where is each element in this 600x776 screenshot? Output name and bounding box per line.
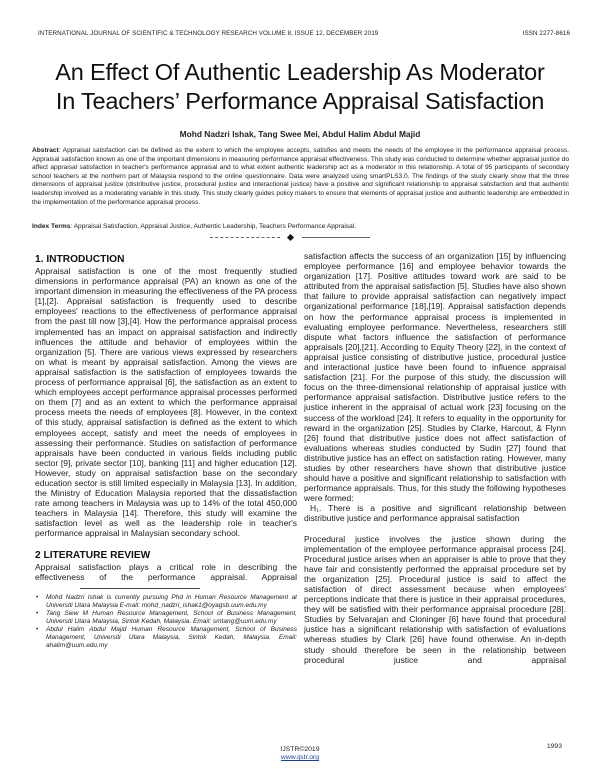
diamond-icon [287,234,294,241]
section-separator [210,235,370,241]
issn: ISSN 2277-8616 [522,30,570,37]
separator-line-right [302,237,370,238]
intro-paragraph: Appraisal satisfaction is one of the most frequently studied dimensions in performance appraisal (PA) an known as one of the important dimension in measuring the effectiveness of the PA process [1],[2]. Appraisal satisfaction is frequently used to describe employees' reactions to the effectiveness of performance appraisal from the past till now [3],[4]. How the performance appraisal process implemented has an impact on appraisal satisfaction and indirectly influences the attitude and behavior of employees within the organization [5]. There are various views expressed by researchers on what is meant by appraisal satisfaction. Among the views are appraisal satisfaction is the satisfaction of employees towards the process of performance appraisal [6], the satisfaction as an extent to which employees accept performance appraisal processes performed on them [7] and as an extent to which the performance appraisal process meets the needs of employees [8]. However, in the context of this study, appraisal satisfaction is defined as the extent to which employees accept, satisfy and meet the needs of employees in assessing their performance. Studies on satisfaction of performance appraisals have been conducted in various fields including public sector [9], private sector [10], banking [11] and higher education [12]. However, study on appraisal satisfaction base on the secondary education sector is still limited especially in Malaysia [13]. In addition, the Ministry of Education Malaysia reported that the dissatisfaction rate among teachers in Malaysia was up to 14% of the total 450,000 teachers in Malaysia [14]. Therefore, this study will examine the satisfaction level as well as the leadership role in teacher's performance appraisal in Malaysian secondary school. [35,266,297,539]
footnote-author-1: • Mohd Nadzri Ishak is currently pursuing Phd in Human Resource Management at Universiti Utara Malaysia E-mail: mohd_nadzri_ishak1@oyagsb.uum.edu.my [43,594,297,610]
abstract [32,147,569,207]
authors: Mohd Nadzri Ishak, Tang Swee Mei, Abdul Halim Abdul Majid [179,129,421,139]
index-terms [32,223,569,230]
footnotes [35,594,297,651]
separator-line-left [210,237,280,238]
abstract-text: : Appraisal satisfaction can be defined as the extent to which the employee accepts, satisfies and meets the needs of the employee in the performance appraisal process. Appraisal satisfaction known as one of the important dimensions in measuring performance appraisal effectiveness. This study was conducted to determine whether appraisal justice do affect appraisal satisfaction in teacher's performance appraisal and to what extent authentic leadership act as a moderator in this relationship. A total of 95 participants of secondary school teachers at the northern part of Malaysia respond to the online questionnaire. Data were analyzed using smartPLS3.0. The findings of the study clearly show that the three dimensions of appraisal justice (distributive justice, procedural justice and interactional justice) have a positive and significant relationship to appraisal satisfaction and that authentic leadership involved as a moderating variable in this study. This study clearly guides policy makers to ensure that elements of appraisal justice and authentic leadership are embedded in the implementation of the performance appraisal process. [32,147,569,206]
index-terms-text: : Appraisal Satisfaction, Appraisal Justice, Authentic Leadership, Teachers Performance Appraisal. [70,223,357,230]
right-column [304,251,566,665]
footnote-author-2: • Tang Siew M Human Resource Management, School of Business Management, Universiti Utara Malaysia, Sintok Kedah, Malaysia. Email: smtang@uum.edu.my [43,610,297,626]
journal-name: INTERNATIONAL JOURNAL OF SCIENTIFIC & TECHNOLOGY RESEARCH VOLUME 8, ISSUE 12, DECEMBER 2019 [38,30,379,37]
page-number: 1993 [546,743,562,750]
index-terms-label: Index Terms [32,223,71,230]
journal-header [38,30,570,37]
lit-review-paragraph: Appraisal satisfaction plays a critical role in describing the effectiveness of the performance appraisal. Appraisal [35,561,297,582]
page-footer [0,746,600,762]
intro-heading: 1. INTRODUCTION [35,254,125,265]
procedural-justice-paragraph: Procedural justice involves the justice shown during the implementation of the employee performance appraisal process [24]. Procedural justice arises when an appraiser is able to prove that they have fair and consistently performed the appraisal procedure set by the organization [25]. Procedural justice is said to affect the satisfaction of direct assessment because when employees' perceptions indicate that there is justice in their appraisal procedures, they will be satisfied with their performance appraisal procedure [28]. Studies by Selvarajan and Cloninger [6] have found that procedural justice has a significant relationship with satisfaction of evaluations whereas studies by Clark [26] have found otherwise. An in-depth study should therefore be seen in the relationship between procedural justice and appraisal [304,533,566,665]
footnote-rule [80,588,200,589]
left-column [35,254,297,650]
title-line-2: In Teachers’ Performance Appraisal Satisfaction [55,88,545,114]
footnote-author-3: • Abdul Halim Abdul Majid Human Resource Management, School of Business Management, Universiti Utara Malaysia, Sintok Kedah, Malaysia. Email: ahalim@uum.edu.my [43,626,297,650]
title-line-1: An Effect Of Authentic Leadership As Moderator [55,59,545,85]
paper-title [0,58,600,116]
lit-review-continued: satisfaction affects the success of an organization [15] by influencing employee performance [16] and employee behavior towards the organization [17]. Positive attitudes toward work are said to be attributed from the appraisal satisfaction [5]. Studies have also shown that failure to provide appraisal satisfaction can negatively impact organizational performance [18],[19]. Appraisal satisfaction depends on how the performance appraisal process is implemented in evaluating employee performance. Nevertheless, researchers still dispute what factors influence the satisfaction of performance appraisals [20],[21]. According to Equity Theory [22], in the context of appraisal justice consisting of distributive justice, procedural justice and interactional justice have been found to influence appraisal satisfaction [21]. For the purpose of this study, the discussion will focus on the three-dimensional relationship of appraisal justice with performance appraisal satisfaction. Distributive justice refers to the justice inherent in the appraisal of actual work [23] focusing on the success of the workload [24]. It refers to equality in the opportunity for reward in the organization [25]. Studies by Clarke, Harcout, & Flynn [26] found that distributive justice does not affect satisfaction of evaluations whereas studies conducted by Sudin [27] found that distributive justice has an effect on satisfaction rating. However, many studies by other researchers have shown that distributive justice should have a positive and significant relationship to satisfaction with performance appraisals. Thus, for this study the following hypotheses were formed: [304,251,566,504]
hypothesis-1: H₁. There is a positive and significant relationship between distributive justice and performance appraisal satisfaction [304,503,566,524]
journal-website-link[interactable]: www.ijstr.org [280,754,320,761]
lit-review-heading: 2 LITERATURE REVIEW [35,549,151,561]
abstract-label: Abstract [32,147,59,154]
footer-code: IJSTR©2019 [280,746,320,753]
